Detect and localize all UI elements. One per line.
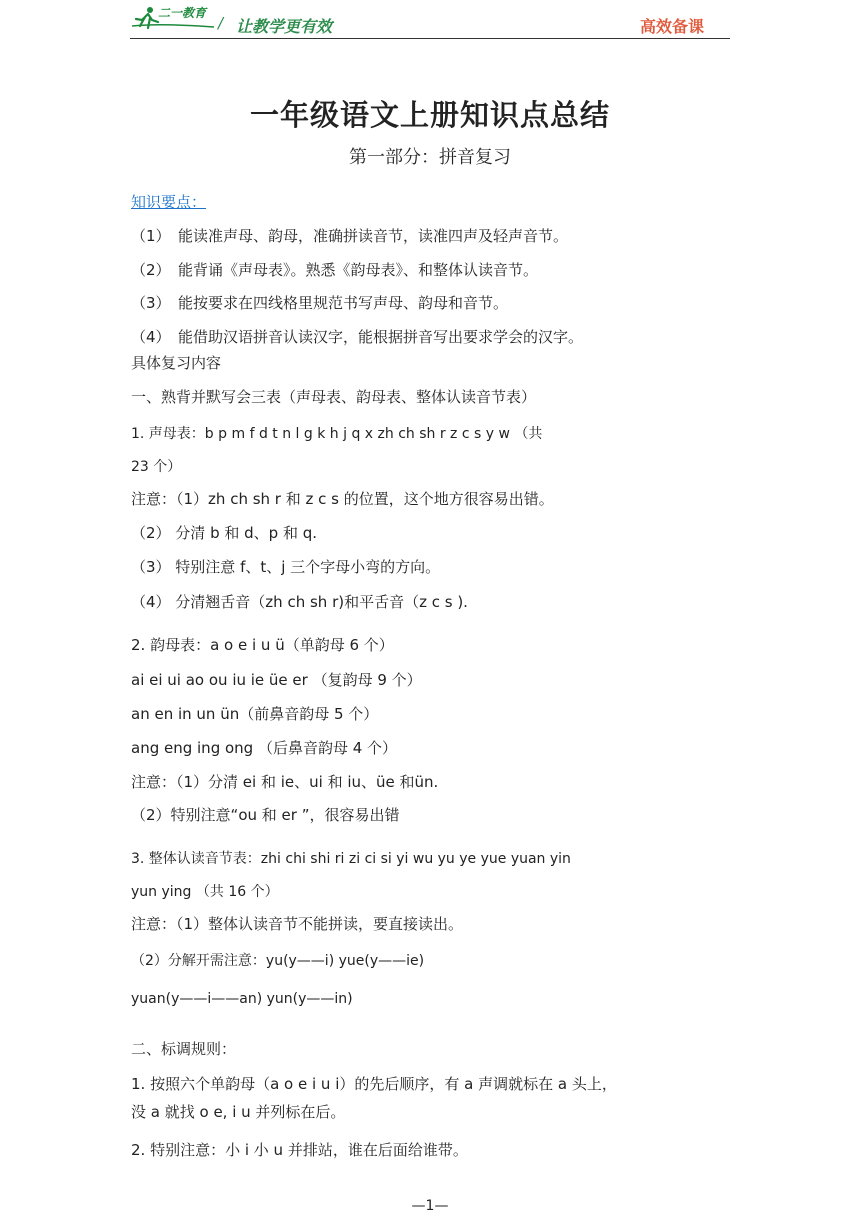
text-line: 注意：（1）整体认读音节不能拼读，要直接读出。 [131, 915, 464, 933]
text-line: yun ying （共 16 个） [131, 884, 279, 900]
text-line: 具体复习内容 [131, 354, 222, 372]
text-line: （2） 能背诵《声母表》。熟悉《韵母表》、和整体认读音节。 [131, 261, 539, 279]
text-line: 注意：（1）分清 ei 和 ie、ui 和 iu、üe 和ün. [131, 773, 439, 791]
text-line: （3） 特别注意 f、t、j 三个字母小弯的方向。 [131, 558, 441, 576]
text-line: 二、标调规则： [131, 1040, 237, 1058]
page-title: 一年级语文上册知识点总结 [249, 98, 610, 132]
text-line: 一、熟背并默写会三表（声母表、韵母表、整体认读音节表） [131, 388, 537, 406]
text-line: 注意：（1）zh ch sh r 和 z c s 的位置，这个地方很容易出错。 [131, 490, 554, 508]
text-line: 1. 声母表：b p m f d t n l g k h j q x zh ch sh r z c s y w （共 [131, 426, 543, 442]
logo-text: 二一教育 [158, 6, 207, 20]
text-line: 2. 韵母表：a o e i u ü（单韵母 6 个） [131, 636, 394, 654]
header-right-label: 高效备课 [639, 17, 704, 36]
knowledge-points-link[interactable]: 知识要点： [131, 193, 207, 211]
header-slogan: 让教学更有效 [236, 17, 333, 36]
text-line: 23 个） [131, 459, 182, 475]
text-line: 1. 按照六个单韵母（a o e i u i）的先后顺序，有 a 声调就标在 a 头上， [131, 1075, 617, 1093]
text-line: ang eng ing ong （后鼻音韵母 4 个） [131, 739, 398, 757]
text-line: （2）分解开需注意：yu(y——i) yue(y——ie) [131, 953, 425, 969]
text-line: （2）特别注意“ou 和 er ”，很容易出错 [131, 806, 400, 824]
text-line: （1） 能读准声母、韵母，准确拼读音节，读准四声及轻声音节。 [131, 227, 569, 245]
text-line: （4） 能借助汉语拼音认读汉字，能根据拼音写出要求学会的汉字。 [131, 328, 584, 346]
text-line: （4） 分清翘舌音（zh ch sh r)和平舌音（z c s ). [131, 593, 468, 611]
page-subtitle: 第一部分：拼音复习 [349, 147, 511, 168]
text-line: （3） 能按要求在四线格里规范书写声母、韵母和音节。 [131, 294, 509, 312]
page-header [130, 0, 730, 39]
text-line: 3. 整体认读音节表：zhi chi shi ri zi ci si yi wu yu ye yue yuan yin [131, 851, 571, 867]
text-line: an en in un ün（前鼻音韵母 5 个） [131, 705, 379, 723]
text-line: （2） 分清 b 和 d、p 和 q. [131, 524, 318, 542]
text-line: 没 a 就找 o e, i u 并列标在后。 [131, 1103, 346, 1121]
text-line: 2. 特别注意：小 i 小 u 并排站，谁在后面给谁带。 [131, 1141, 468, 1159]
page-number: —1— [411, 1198, 449, 1214]
text-line: ai ei ui ao ou iu ie üe er （复韵母 9 个） [131, 671, 422, 689]
text-line: yuan(y——i——an) yun(y——in) [131, 991, 353, 1007]
header-slash: / [218, 14, 224, 32]
